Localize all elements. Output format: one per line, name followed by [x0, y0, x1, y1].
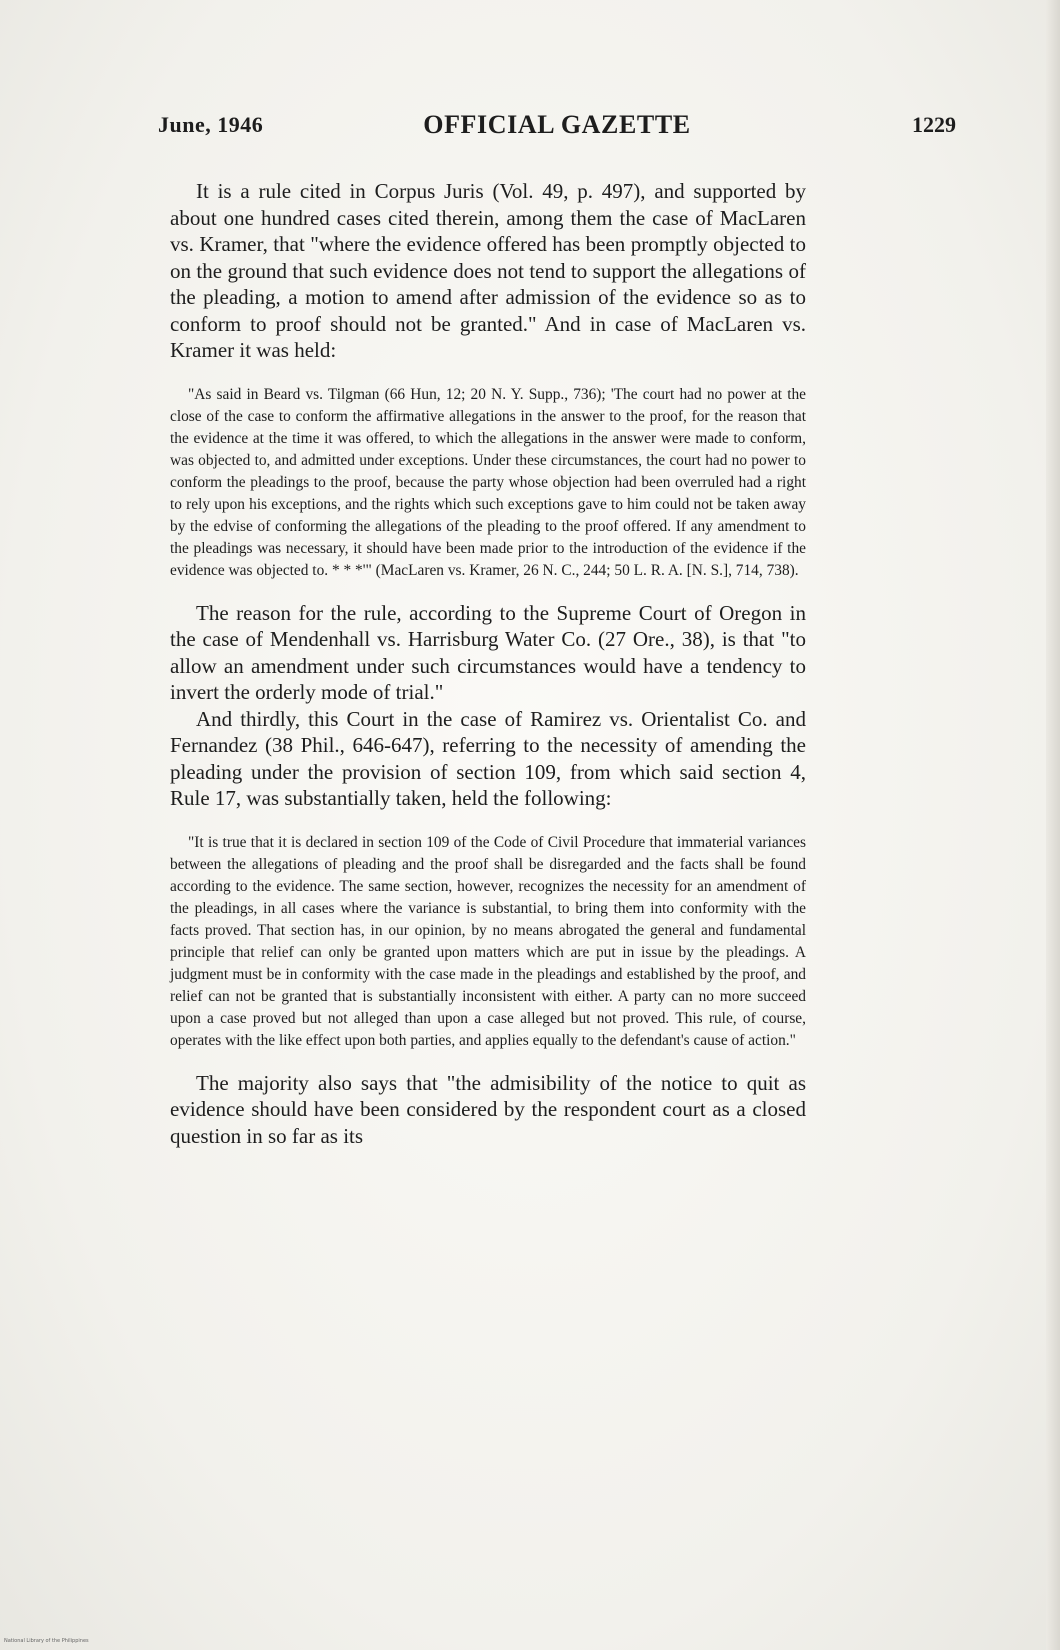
paragraph-4: The majority also says that "the admisibility of the notice to quit as evidence should have been considered by the respondent court as a closed question in so far as its	[170, 1070, 806, 1148]
running-header	[158, 112, 956, 152]
block-quote-2: "It is true that it is declared in section 109 of the Code of Civil Procedure that immaterial variances between the allegations of pleading and the proof shall be disregarded and the facts shall be found according to the evidence. The same section, however, recognizes the necessity for an amendment of the pleadings, in all cases where the variance is substantial, to bring them into conformity with the facts proved. That section has, in our opinion, by no means abrogated the general and fundamental principle that relief can only be granted upon matters which are put in issue by the pleadings. A judgment must be in conformity with the case made in the pleadings and established by the proof, and relief can not be granted that is substantially inconsistent with either. A party can no more succeed upon a case proved but not alleged than upon a case alleged but not proved. This rule, of course, operates with the like effect upon both parties, and applies equally to the defendant's cause of action."	[170, 833, 806, 1049]
paragraph-3: And thirdly, this Court in the case of Ramirez vs. Orientalist Co. and Fernandez (38 Phil., 646-647), referring to the necessity of amending the pleading under the provision of section 109, from which said section 4, Rule 17, was substantially taken, held the following:	[170, 706, 806, 810]
block-quote-1: "As said in Beard vs. Tilgman (66 Hun, 12; 20 N. Y. Supp., 736); 'The court had no power at the close of the case to conform the affirmative allegations in the answer to the proof, for the reason that the evidence at the time it was offered, to which the allegations in the answer were made to conform, was objected to, and admitted under exceptions. Under these circumstances, the court had no power to conform the pleadings to the proof, because the party whose objection had been overruled had a right to rely upon his exceptions, and the rights which such exceptions gave to him could not be taken away by the edvise of conforming the allegations of the pleading to the proof offered. If any amendment to the pleadings was necessary, it should have been made prior to the introduction of the evidence if the evidence was objected to. * * *'" (MacLaren vs. Kramer, 26 N. C., 244; 50 L. R. A. [N. S.], 714, 738).	[170, 385, 806, 579]
header-publication: OFFICIAL GAZETTE	[423, 110, 691, 139]
page-number: 1229	[912, 112, 956, 137]
header-date: June, 1946	[158, 112, 264, 137]
paragraph-2: The reason for the rule, according to the Supreme Court of Oregon in the case of Mendenhall vs. Harrisburg Water Co. (27 Ore., 38), is that "to allow an amendment under such circumstances would have a tendency to invert the orderly mode of trial."	[170, 600, 806, 704]
page-edge	[1046, 0, 1060, 1650]
paragraph-1: It is a rule cited in Corpus Juris (Vol. 49, p. 497), and supported by about one hundred cases cited therein, among them the case of MacLaren vs. Kramer, that "where the evidence offered has been promptly objected to on the ground that such evidence does not tend to support the allegations of the pleading, a motion to amend after admission of the evidence so as to conform to proof should not be granted." And in case of MacLaren vs. Kramer it was held:	[170, 179, 806, 362]
page-body	[170, 178, 806, 1149]
scan-footer-note: National Library of the Philippines	[4, 1638, 89, 1644]
